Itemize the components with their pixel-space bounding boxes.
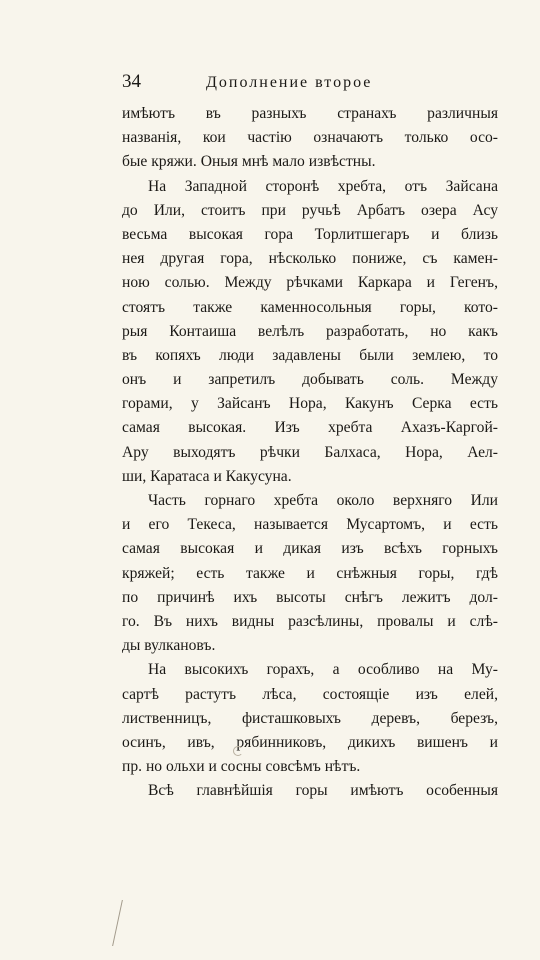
text-line: горами, у Зайсанъ Нора, Какунъ Серка есть [122,395,498,413]
text-line: имѣютъ въ разныхъ странахъ различныя [122,105,498,122]
text-line: Ару выходятъ рѣчки Балхаса, Нора, Аел- [122,443,498,461]
text-line: бые кряжи. Оныя мнѣ мало извѣстны. [122,153,376,171]
text-line: весьма высокая гора Торлитшегаръ и близь [122,225,498,243]
text-line: самая высокая. Изъ хребта Ахазъ-Каргой- [122,419,498,437]
paragraph-5 [122,779,498,803]
text-line: осинъ, ивъ, рябинниковъ, дикихъ вишенъ и [122,733,498,751]
page-header [122,71,412,97]
text-line: кряжей; есть также и снѣжныя горы, гдѣ [122,564,498,582]
text-line: до Или, стоитъ при ручьѣ Арбатъ озера Асу [122,201,498,219]
text-line: онъ и запретилъ добывать соль. Между [122,371,498,389]
page-number: 34 [122,71,141,92]
page-body [122,102,498,803]
paragraph-1 [122,102,498,175]
text-line: стоятъ также каменносольныя горы, кото- [122,298,498,316]
text-line: сартѣ растутъ лѣса, состоящіе изъ елей, [122,685,498,703]
text-line: Всѣ главнѣйшія горы имѣютъ особенныя [148,782,498,800]
text-line: рыя Контаиша велѣлъ разработать, но какъ [122,322,498,340]
running-title: Дополнение второе [206,74,373,91]
text-line: ши, Каратаса и Какусуна. [122,467,292,485]
text-line: лиственницъ, фисташковыхъ деревъ, березъ, [122,709,498,727]
text-line: пр. но ольхи и сосны совсѣмъ нѣтъ. [122,758,361,776]
text-line: въ копяхъ люди задавлены были землею, то [122,346,498,364]
text-line: На высокихъ горахъ, а особливо на Му- [148,661,498,679]
text-line: названія, кои частію означаютъ только осо- [122,129,498,147]
text-line: На Западной сторонѣ хребта, отъ Зайсана [148,177,498,195]
text-line: самая высокая и дикая изъ всѣхъ горныхъ [122,540,498,558]
text-line: нея другая гора, нѣсколько пониже, съ камен- [122,250,498,268]
paragraph-3 [122,489,498,658]
paragraph-4 [122,658,498,779]
text-line: ды вулкановъ. [122,637,216,655]
text-line: го. Въ нихъ видны разсѣлины, провалы и слѣ- [122,612,498,630]
text-line: и его Текеса, называется Мусартомъ, и есть [122,516,498,534]
text-line: ною солью. Между рѣчками Каркара и Гегенъ, [122,274,498,292]
text-line: Часть горнаго хребта около верхняго Или [148,492,498,509]
paragraph-2 [122,175,498,489]
text-line: по причинѣ ихъ высоты снѣгъ лежитъ дол- [122,588,498,606]
pencil-stroke [112,900,129,946]
ink-mark [233,746,243,756]
